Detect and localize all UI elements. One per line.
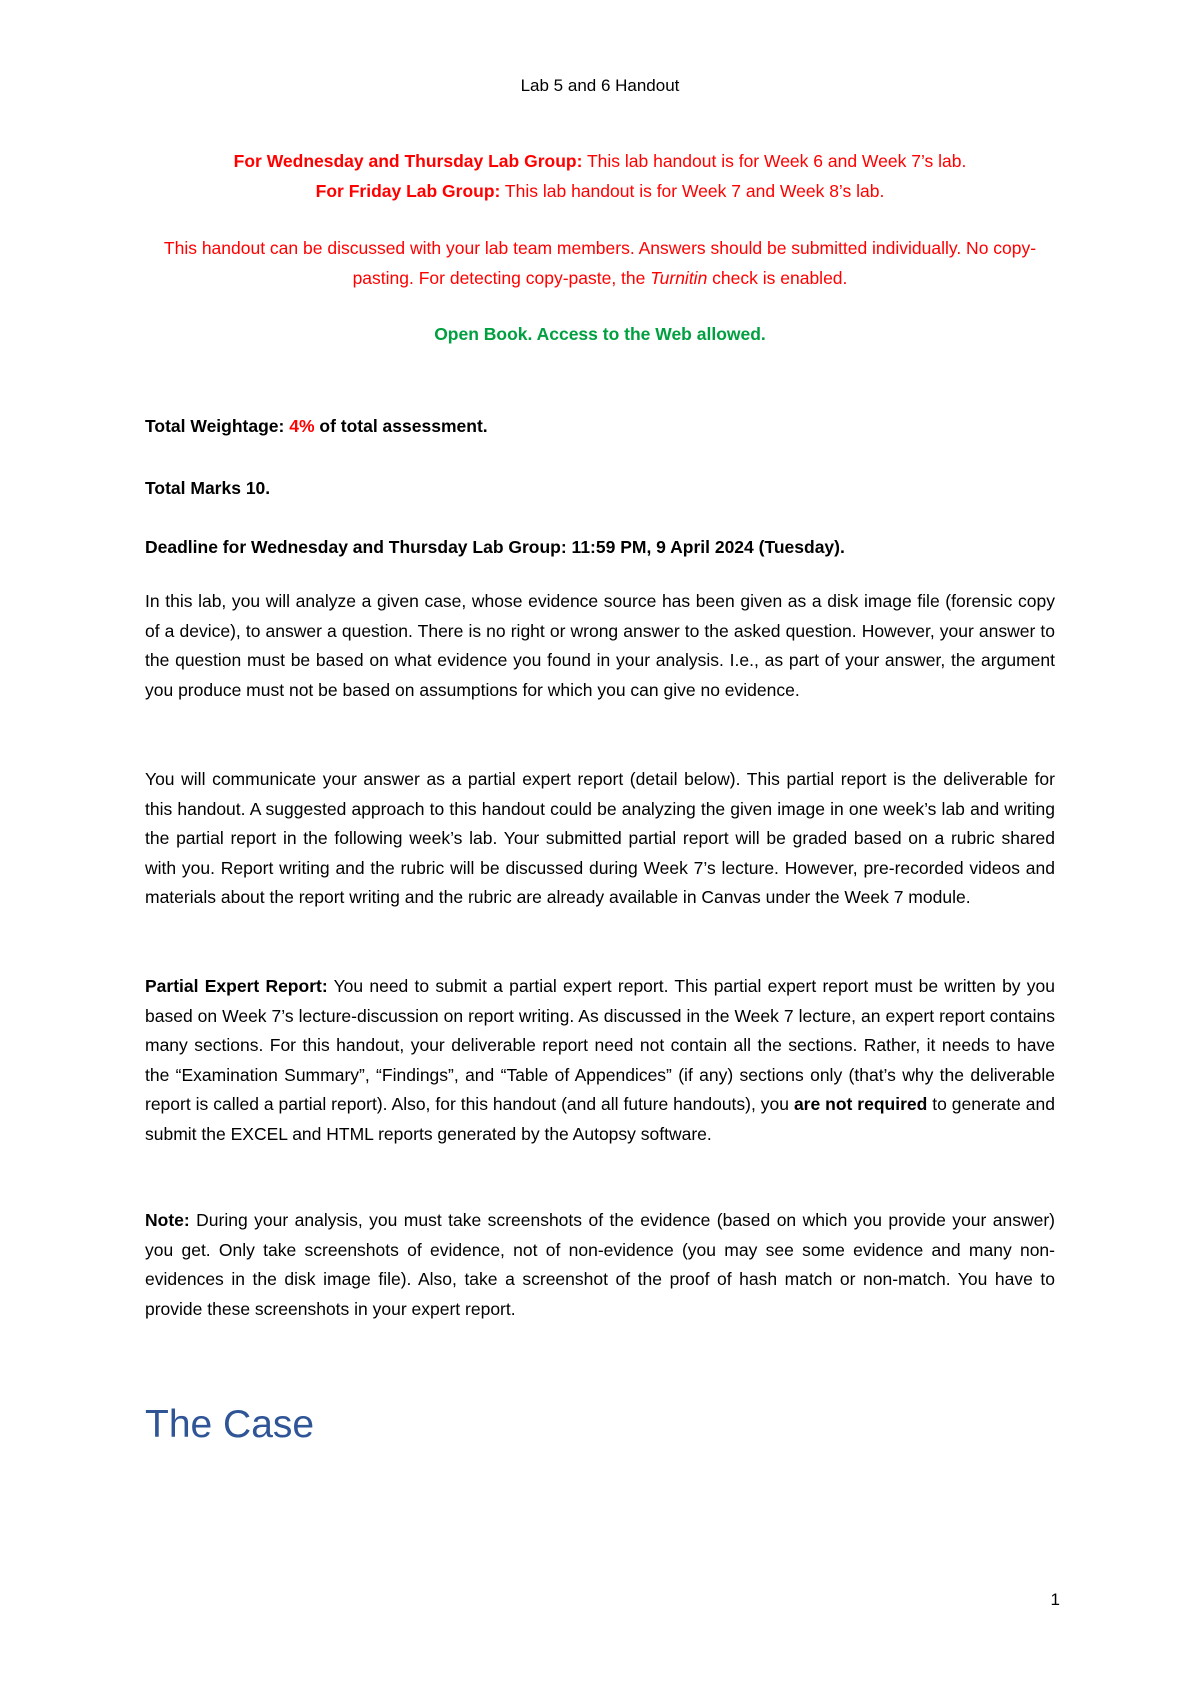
- weightage-label: Total Weightage:: [145, 416, 290, 436]
- weightage-suffix: of total assessment.: [314, 416, 488, 436]
- total-marks: Total Marks 10.: [145, 478, 271, 498]
- wed-thu-notice: [145, 146, 1055, 176]
- page-header: Lab 5 and 6 Handout: [520, 76, 680, 95]
- section-heading: The Case: [145, 1403, 315, 1446]
- partial-report-paragraph: [145, 972, 1055, 1149]
- wed-thu-text: This lab handout is for Week 6 and Week 7’s lab.: [582, 151, 967, 171]
- wed-thu-label: For Wednesday and Thursday Lab Group:: [233, 151, 583, 171]
- fri-text: This lab handout is for Week 7 and Week 8’s lab.: [500, 181, 885, 201]
- fri-notice: [145, 176, 1055, 206]
- note-text: During your analysis, you must take screenshots of the evidence (based on which you provide your answer) you get. Only take screenshots of evidence, not of non-evidence (you may see some evidence and many non-evidences in the disk image file). Also, take a screenshot of the proof of hash match or non-match. You have to provide these screenshots in your expert report.: [145, 1210, 1055, 1319]
- discussion-notice: [145, 233, 1055, 293]
- fri-label: For Friday Lab Group:: [315, 181, 501, 201]
- report-paragraph: You will communicate your answer as a partial expert report (detail below). This partial report is the deliverable for this handout. A suggested approach to this handout could be analyzing the given image in one week’s lab and writing the partial report in the following week’s lab. Your submitted partial report will be graded based on a rubric shared with you. Report writing and the rubric will be discussed during Week 7’s lecture. However, pre-recorded videos and materials about the report writing and the rubric are already available in Canvas under the Week 7 module.: [145, 769, 1055, 907]
- weightage-line: [145, 412, 1055, 442]
- partial-report-label: Partial Expert Report:: [145, 976, 328, 996]
- page-number: 1: [1050, 1590, 1060, 1609]
- partial-report-text-1: You need to submit a partial expert report. This partial expert report must be written by you based on Week 7’s lecture-discussion on report writing. As discussed in the Week 7 lecture, an expert report contains many sections. For this handout, your deliverable report need not contain all the sections. Rather, it needs to have the “Examination Summary”, “Findings”, and “Table of Appendices” (if any) sections only (that’s why the deliverable report is called a partial report). Also, for this handout (and all future handouts), you: [145, 976, 1056, 1114]
- note-label: Note:: [145, 1210, 190, 1230]
- weightage-value: 4%: [289, 416, 315, 436]
- partial-report-bold: are not required: [793, 1094, 928, 1114]
- partial-report-text-2: to generate and submit the EXCEL and HTML reports generated by the Autopsy software.: [145, 1094, 1055, 1144]
- deadline: Deadline for Wednesday and Thursday Lab Group: 11:59 PM, 9 April 2024 (Tuesday).: [145, 537, 845, 557]
- lab-group-notice: [145, 146, 1055, 206]
- open-book-notice: Open Book. Access to the Web allowed.: [434, 324, 766, 344]
- note-paragraph: [145, 1206, 1055, 1324]
- turnitin-word: Turnitin: [650, 268, 708, 288]
- discussion-part1: This handout can be discussed with your lab team members. Answers should be submitted individually. No copy-pasting. For detecting copy-paste, the: [163, 238, 1037, 288]
- discussion-part2: check is enabled.: [707, 268, 848, 288]
- intro-paragraph: In this lab, you will analyze a given case, whose evidence source has been given as a disk image file (forensic copy of a device), to answer a question. There is no right or wrong answer to the asked question. However, your answer to the question must be based on what evidence you found in your analysis. I.e., as part of your answer, the argument you produce must not be based on assumptions for which you can give no evidence.: [145, 591, 1055, 700]
